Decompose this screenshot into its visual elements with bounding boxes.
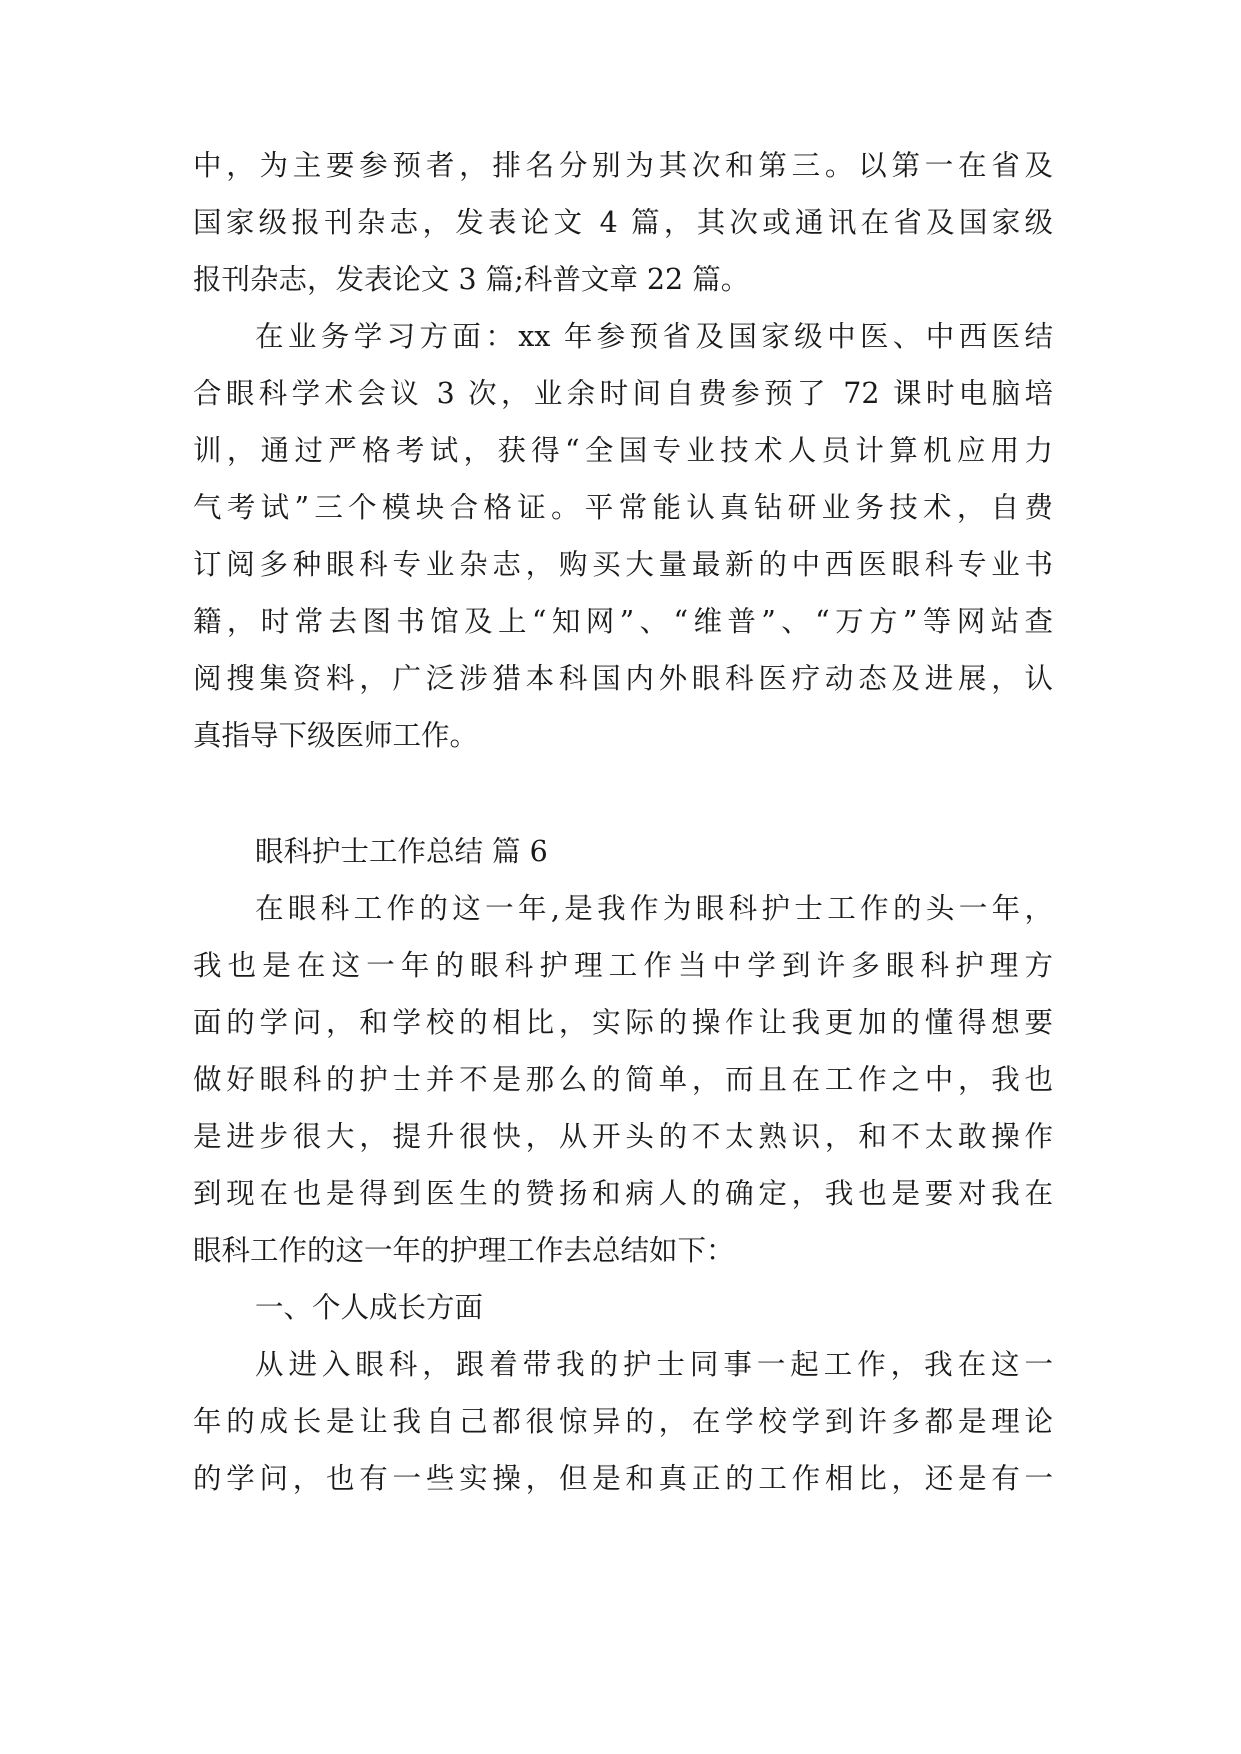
text-line: 是进步很大，提升很快，从开头的不太熟识，和不太敢操作 — [193, 1120, 1053, 1153]
subsection-heading: 一、个人成长方面 — [255, 1291, 484, 1324]
text-line: 做好眼科的护士并不是那么的简单，而且在工作之中，我也 — [193, 1063, 1053, 1096]
text-line: 真指导下级医师工作。 — [193, 719, 479, 752]
text-line: 训，通过严格考试，获得“全国专业技术人员计算机应用力 — [193, 434, 1053, 467]
section-heading: 眼科护士工作总结 篇 6 — [255, 835, 548, 868]
text-line: 国家级报刊杂志，发表论文 4 篇，其次或通讯在省及国家级 — [193, 206, 1053, 239]
text-line: 年的成长是让我自己都很惊异的，在学校学到许多都是理论 — [193, 1405, 1053, 1438]
text-line: 到现在也是得到医生的赞扬和病人的确定，我也是要对我在 — [193, 1177, 1053, 1210]
text-line: 气考试”三个模块合格证。平常能认真钻研业务技术，自费 — [193, 491, 1053, 524]
text-line: 的学问，也有一些实操，但是和真正的工作相比，还是有一 — [193, 1462, 1053, 1495]
text-line: 面的学问，和学校的相比，实际的操作让我更加的懂得想要 — [193, 1006, 1053, 1039]
text-line: 我也是在这一年的眼科护理工作当中学到许多眼科护理方 — [193, 949, 1053, 982]
paragraph-first-line: 在眼科工作的这一年,是我作为眼科护士工作的头一年， — [255, 892, 1053, 925]
text-line: 合眼科学术会议 3 次，业余时间自费参预了 72 课时电脑培 — [193, 377, 1053, 410]
text-line: 中，为主要参预者，排名分别为其次和第三。以第一在省及 — [193, 149, 1053, 182]
text-line: 订阅多种眼科专业杂志，购买大量最新的中西医眼科专业书 — [193, 548, 1053, 581]
text-line: 眼科工作的这一年的护理工作去总结如下： — [193, 1234, 735, 1267]
text-line: 籍，时常去图书馆及上“知网”、“维普”、“万方”等网站查 — [193, 605, 1053, 638]
text-line: 报刊杂志，发表论文 3 篇;科普文章 22 篇。 — [193, 263, 750, 296]
text-line: 阅搜集资料，广泛涉猎本科国内外眼科医疗动态及进展，认 — [193, 662, 1053, 695]
paragraph-first-line: 在业务学习方面：xx 年参预省及国家级中医、中西医结 — [255, 320, 1053, 353]
paragraph-first-line: 从进入眼科，跟着带我的护士同事一起工作，我在这一 — [255, 1348, 1053, 1381]
